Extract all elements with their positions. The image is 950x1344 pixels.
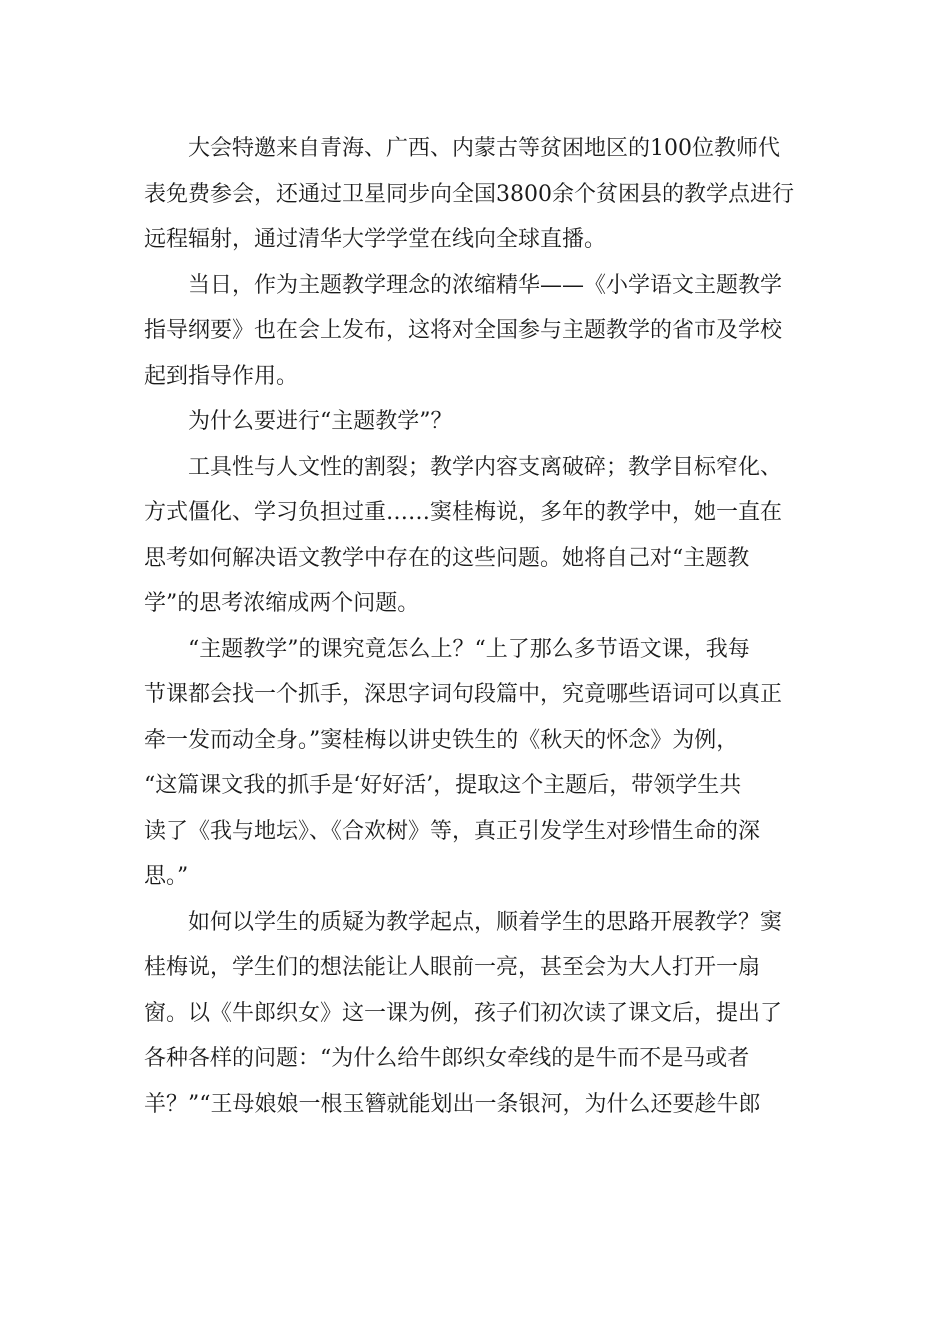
paragraph-conference-invitation: [144, 126, 804, 263]
paragraph-how-to-teach: [144, 627, 804, 900]
text-line: 当日，作为主题教学理念的浓缩精华——《小学语文主题教学: [188, 272, 783, 298]
text-line: 思考如何解决语文教学中存在的这些问题。她将自己对“主题教: [144, 545, 750, 571]
paragraph-problems: [144, 445, 804, 627]
text-line: 窗。以《牛郎织女》这一课为例，孩子们初次读了课文后，提出了: [144, 1000, 783, 1026]
text-line: 工具性与人文性的割裂；教学内容支离破碎；教学目标窄化、: [188, 454, 783, 480]
text-line: 为什么要进行“主题教学”？: [188, 409, 453, 434]
paragraph-guideline-release: [144, 263, 804, 400]
text-line: “主题教学”的课究竟怎么上？“上了那么多节语文课，我每: [188, 636, 750, 662]
text-line: 羊？”“王母娘娘一根玉簪就能划出一条银河，为什么还要趁牛郎: [144, 1091, 761, 1117]
text-line: 大会特邀来自青海、广西、内蒙古等贫困地区的100位教师代: [188, 136, 780, 161]
text-line: 起到指导作用。: [144, 363, 299, 389]
article-body: [144, 126, 804, 1127]
paragraph-student-questions: [144, 900, 804, 1128]
text-line: 指导纲要》也在会上发布，这将对全国参与主题教学的省市及学校: [144, 318, 783, 343]
text-line: 如何以学生的质疑为教学起点，顺着学生的思路开展教学？窦: [188, 909, 783, 935]
paragraph-question-heading: [144, 399, 804, 445]
text-line: 桂梅说，学生们的想法能让人眼前一亮，甚至会为大人打开一扇: [144, 955, 761, 980]
text-line: 各种各样的问题：“为什么给牛郎织女牵线的是牛而不是马或者: [144, 1046, 750, 1071]
text-line: 学”的思考浓缩成两个问题。: [144, 591, 420, 616]
text-line: 牵一发而动全身。”窦桂梅以讲史铁生的《秋天的怀念》为例，: [144, 727, 739, 753]
text-line: “这篇课文我的抓手是‘好好活’，提取这个主题后，带领学生共: [144, 773, 742, 798]
text-line: 节课都会找一个抓手，深思字词句段篇中，究竟哪些语词可以真正: [144, 682, 783, 707]
text-line: 思。”: [144, 864, 189, 889]
text-line: 远程辐射，通过清华大学学堂在线向全球直播。: [144, 227, 607, 252]
text-line: 方式僵化、学习负担过重……窦桂梅说，多年的教学中，她一直在: [144, 500, 783, 525]
text-line: 表免费参会，还通过卫星同步向全国3800余个贫困县的教学点进行: [144, 181, 794, 207]
text-line: 读了《我与地坛》、《合欢树》等，真正引发学生对珍惜生命的深: [144, 818, 761, 844]
